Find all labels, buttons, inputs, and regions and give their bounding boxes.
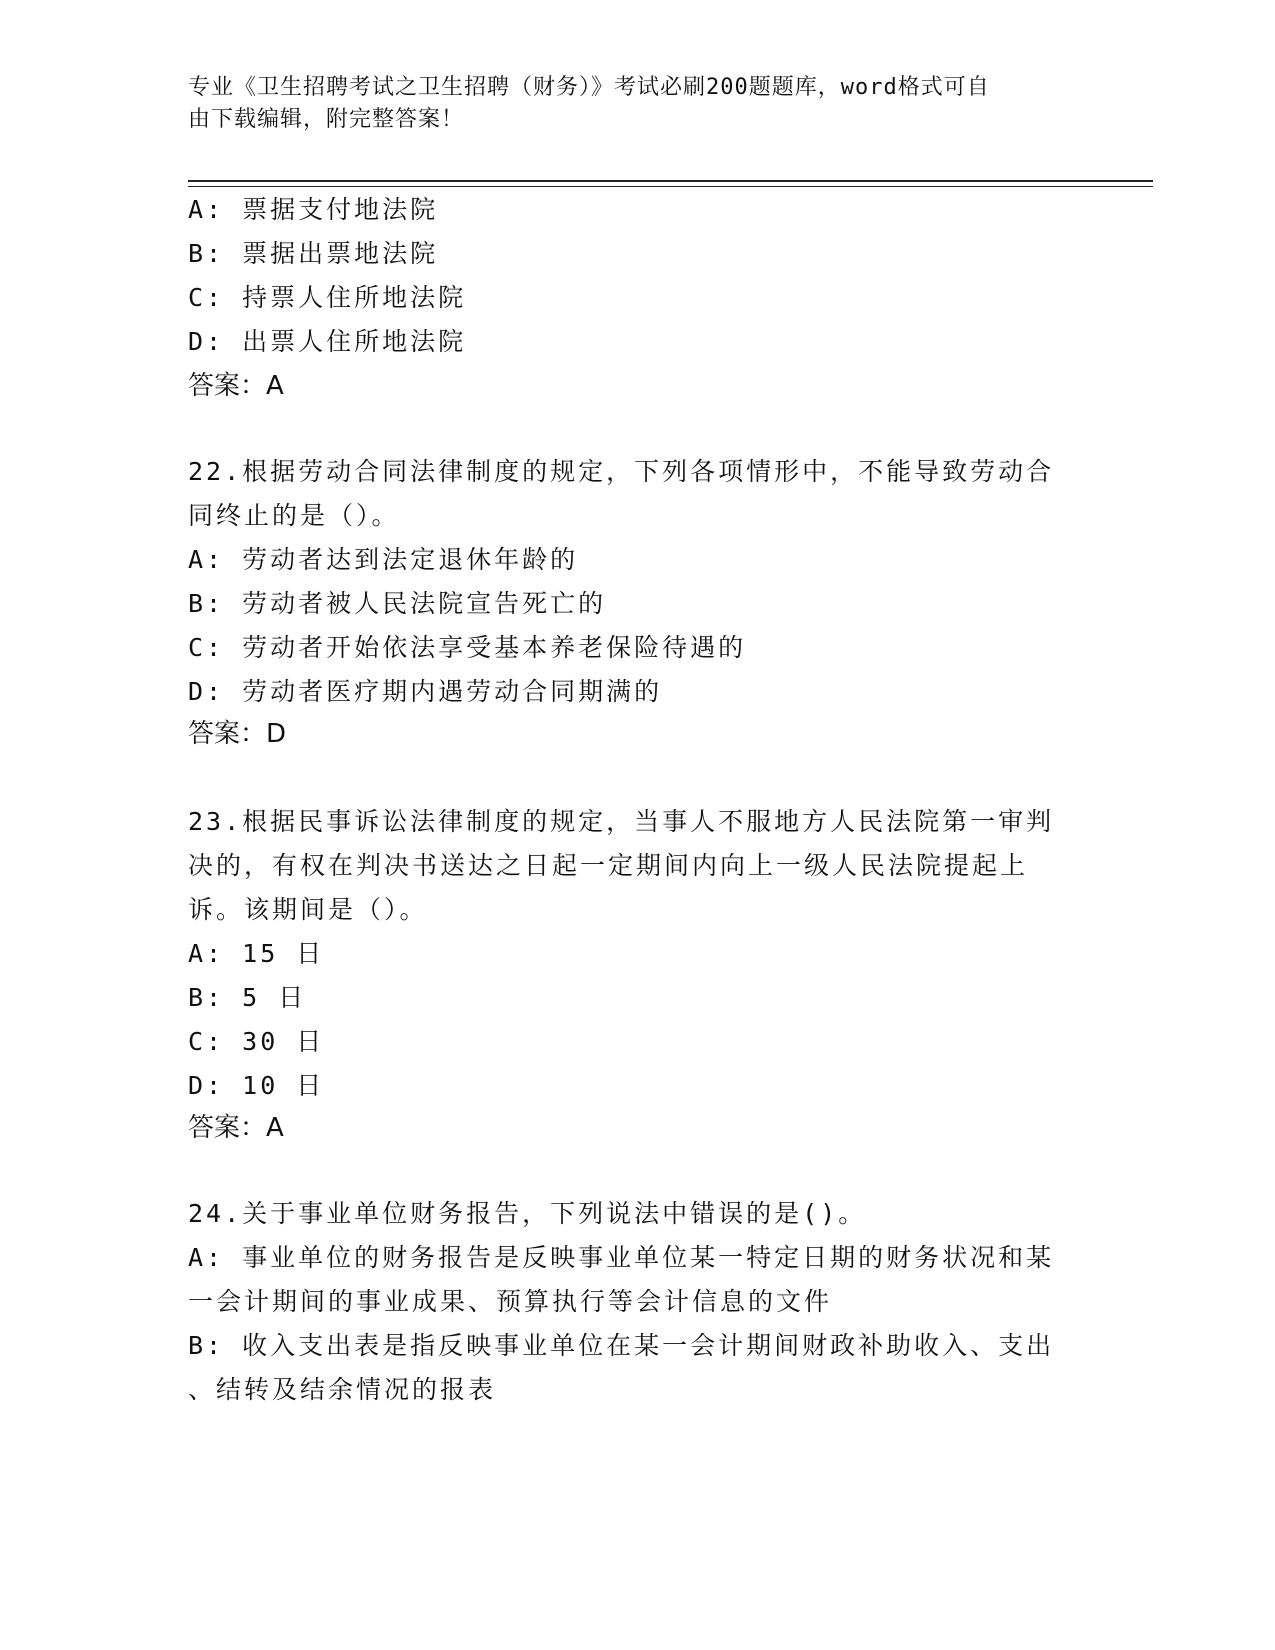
q22-option-b: B: 劳动者被人民法院宣告死亡的 [188,589,607,618]
q22-stem-line-1: 22.根据劳动合同法律制度的规定，下列各项情形中，不能导致劳动合 [188,457,1055,486]
q24-stem-line-1: 24.关于事业单位财务报告，下列说法中错误的是()。 [188,1199,867,1228]
q22-option-c: C: 劳动者开始依法享受基本养老保险待遇的 [188,633,747,662]
header-line-2: 由下载编辑，附完整答案！ [188,107,465,132]
q24-option-a-line-2: 一会计期间的事业成果、预算执行等会计信息的文件 [188,1287,833,1316]
q22-option-d: D: 劳动者医疗期内遇劳动合同期满的 [188,677,663,706]
document-header [188,72,1068,136]
q23-option-b: B: 5 日 [188,983,307,1012]
header-divider-thin [188,186,1153,187]
q23-option-a: A: 15 日 [188,939,325,968]
header-divider-thick [188,180,1153,182]
q23-stem-line-1: 23.根据民事诉讼法律制度的规定，当事人不服地方人民法院第一审判 [188,807,1055,836]
q23-stem-line-3: 诉。该期间是（）。 [188,895,428,924]
q24-option-b-line-2: 、结转及结余情况的报表 [188,1375,497,1404]
q22-option-a: A: 劳动者达到法定退休年龄的 [188,545,579,574]
header-line-1: 专业《卫生招聘考试之卫生招聘（财务）》考试必刷200题题库，word格式可自 [188,75,990,100]
q21-option-a: A: 票据支付地法院 [188,195,439,224]
q22-answer: 答案：D [188,719,287,749]
q21-option-b: B: 票据出票地法院 [188,239,439,268]
q23-option-c: C: 30 日 [188,1027,325,1056]
q21-answer: 答案：A [188,371,284,401]
q23-answer: 答案：A [188,1113,284,1143]
q24-option-a-line-1: A: 事业单位的财务报告是反映事业单位某一特定日期的财务状况和某 [188,1243,1055,1272]
q23-option-d: D: 10 日 [188,1071,325,1100]
q22-stem-line-2: 同终止的是（）。 [188,501,400,530]
q21-option-d: D: 出票人住所地法院 [188,327,467,356]
q23-stem-line-2: 决的，有权在判决书送达之日起一定期间内向上一级人民法院提起上 [188,851,1029,880]
q21-option-c: C: 持票人住所地法院 [188,283,467,312]
q24-option-b-line-1: B: 收入支出表是指反映事业单位在某一会计期间财政补助收入、支出 [188,1331,1055,1360]
